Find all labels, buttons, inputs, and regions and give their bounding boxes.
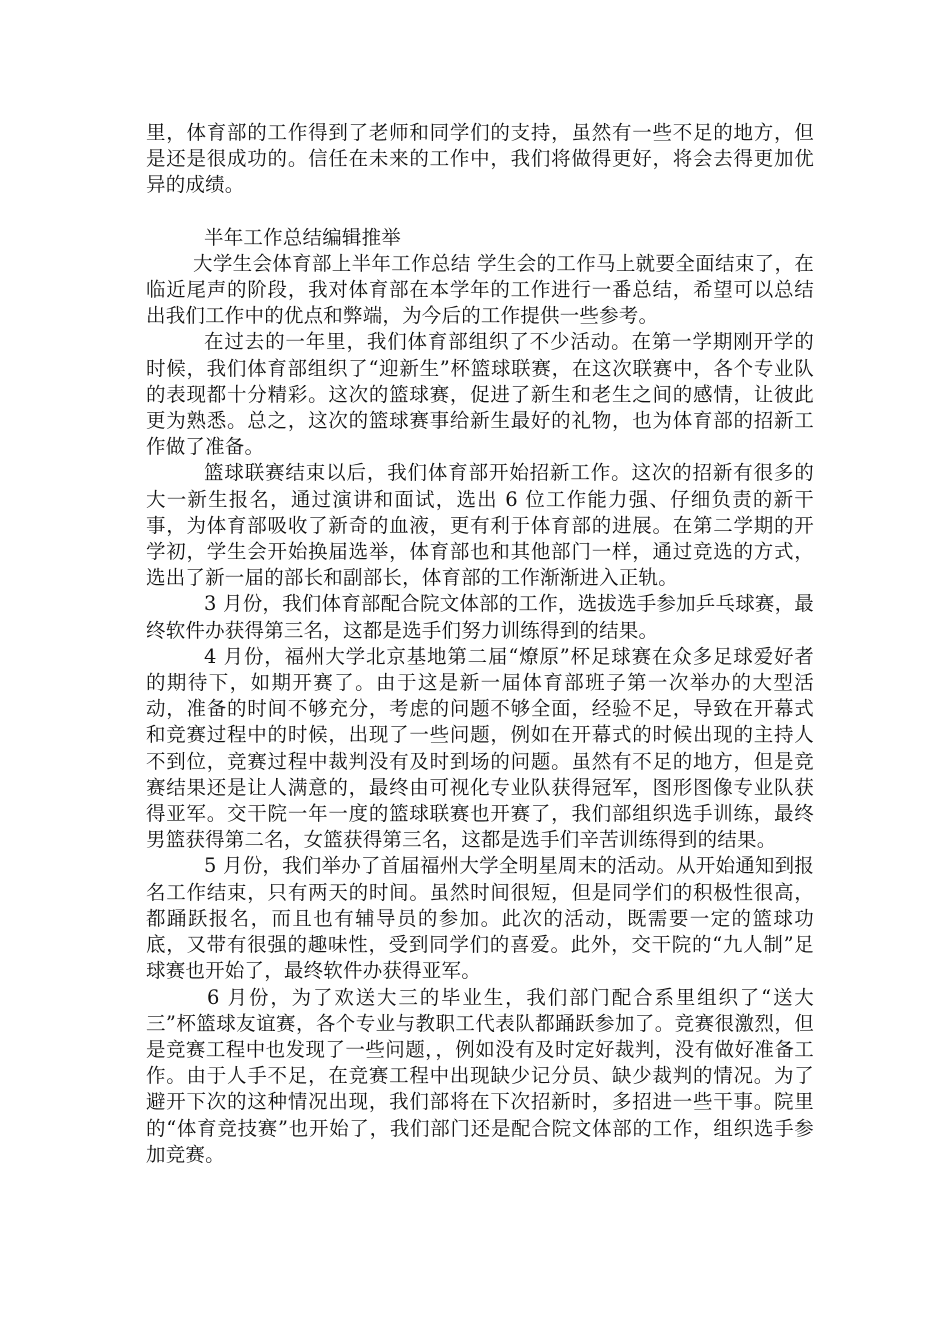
section-heading: 半年工作总结编辑推举: [204, 225, 402, 249]
paragraph-spacer: [146, 199, 814, 225]
april-paragraph: 4 月份，福州大学北京基地第二届“燎原”杯足球赛在众多足球爱好者的期待下，如期开赛了。由于这是新一届体育部班子第一次举办的大型活动，准备的时间不够充分，考虑的问题不够全面，经验不足，导致在开幕式和竞赛过程中的时候，出现了一些问题，例如在开幕式的时候出现的主持人不到位，竞赛过程中裁判没有及时到场的问题。虽然有不足的地方，但是竞赛结果还是让人满意的，最终由可视化专业队获得冠军，图形图像专业队获得亚军。交干院一年一度的篮球联赛也开赛了，我们部组织选手训练，最终男篮获得第二名，女篮获得第三名，这都是选手们辛苦训练得到的结果。: [146, 644, 814, 852]
summary-paragraph: 大学生会体育部上半年工作总结 学生会的工作马上就要全面结束了，在临近尾声的阶段，我对体育部在本学年的工作进行一番总结，希望可以总结出我们工作中的优点和弊端，为今后的工作提供一些参考。: [146, 251, 814, 328]
document-page: [146, 120, 814, 1168]
june-paragraph: 6 月份，为了欢送大三的毕业生，我们部门配合系里组织了“送大三”杯篮球友谊赛，各个专业与教职工代表队都踊跃参加了。竞赛很激烈，但是竞赛工程中也发现了一些问题，，例如没有及时定好裁判，没有做好准备工作。由于人手不足，在竞赛工程中出现缺少记分员、缺少裁判的情况。为了避开下次的这种情况出现，我们部将在下次招新时，多招进一些干事。院里的“体育竞技赛”也开始了，我们部门还是配合院文体部的工作，组织选手参加竞赛。: [146, 985, 814, 1166]
may-paragraph: 5 月份，我们举办了首届福州大学全明星周末的活动。从开始通知到报名工作结束，只有两天的时间。虽然时间很短，但是同学们的积极性很高，都踊跃报名，而且也有辅导员的参加。此次的活动，既需要一定的篮球功底，又带有很强的趣味性，受到同学们的喜爱。此外，交干院的“九人制”足球赛也开始了，最终软件办获得亚军。: [146, 854, 815, 983]
march-paragraph: 3 月份，我们体育部配合院文体部的工作，选拔选手参加乒乓球赛，最终软件办获得第三名，这都是选手们努力训练得到的结果。: [146, 592, 815, 642]
past-year-paragraph: 在过去的一年里，我们体育部组织了不少活动。在第一学期刚开学的时候，我们体育部组织了“迎新生”杯篮球联赛，在这次联赛中，各个专业队的表现都十分精彩。这次的篮球赛，促进了新生和老生之间的感情，让彼此更为熟悉。总之，这次的篮球赛事给新生最好的礼物，也为体育部的招新工作做了准备。: [146, 330, 814, 459]
recruitment-paragraph: 篮球联赛结束以后，我们体育部开始招新工作。这次的招新有很多的大一新生报名，通过演讲和面试，选出 6 位工作能力强、仔细负责的新干事，为体育部吸收了新奇的血液，更有利于体育部的进展。在第二学期的开学初，学生会开始换届选举，体育部也和其他部门一样，通过竞选的方式，选出了新一届的部长和副部长，体育部的工作渐渐进入正轨。: [146, 461, 814, 590]
intro-paragraph: 里，体育部的工作得到了老师和同学们的支持，虽然有一些不足的地方，但是还是很成功的。信任在未来的工作中，我们将做得更好，将会去得更加优异的成绩。: [146, 121, 814, 197]
